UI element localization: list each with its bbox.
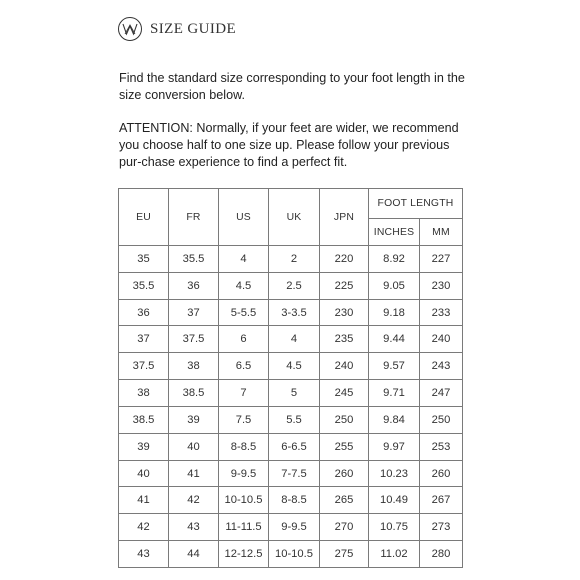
page-title: SIZE GUIDE (150, 20, 237, 37)
table-cell: 40 (169, 433, 219, 460)
table-cell: 8-8.5 (219, 433, 269, 460)
table-cell: 3-3.5 (269, 299, 320, 326)
table-cell: 42 (169, 487, 219, 514)
table-cell: 10-10.5 (269, 541, 320, 568)
table-cell: 5 (269, 380, 320, 407)
table-cell: 6.5 (219, 353, 269, 380)
table-cell: 42 (119, 514, 169, 541)
table-cell: 38 (119, 380, 169, 407)
size-conversion-table (118, 188, 463, 568)
table-cell: 8.92 (369, 246, 420, 273)
table-row (119, 541, 463, 568)
table-cell: 250 (420, 406, 463, 433)
table-cell: 270 (320, 514, 369, 541)
table-cell: 240 (420, 326, 463, 353)
table-row (119, 514, 463, 541)
table-cell: 36 (169, 272, 219, 299)
table-cell: 9.18 (369, 299, 420, 326)
table-cell: 243 (420, 353, 463, 380)
table-cell: 43 (169, 514, 219, 541)
table-row (119, 246, 463, 273)
table-cell: 7.5 (219, 406, 269, 433)
table-row (119, 326, 463, 353)
column-header-us: US (219, 189, 269, 246)
table-cell: 40 (119, 460, 169, 487)
table-cell: 39 (119, 433, 169, 460)
intro-paragraph: Find the standard size corresponding to your foot length in the size conversion below. (119, 71, 465, 102)
table-cell: 10.23 (369, 460, 420, 487)
table-row (119, 487, 463, 514)
table-cell: 35.5 (169, 246, 219, 273)
table-cell: 38.5 (119, 406, 169, 433)
header (118, 14, 236, 44)
table-cell: 37 (169, 299, 219, 326)
column-header-foot-length: FOOT LENGTH (369, 189, 463, 219)
table-cell: 5-5.5 (219, 299, 269, 326)
table-cell: 6-6.5 (269, 433, 320, 460)
table-cell: 260 (420, 460, 463, 487)
table-cell: 7 (219, 380, 269, 407)
table-cell: 4.5 (219, 272, 269, 299)
table-cell: 2 (269, 246, 320, 273)
table-cell: 4 (269, 326, 320, 353)
table-cell: 9-9.5 (219, 460, 269, 487)
column-header-inches: INCHES (369, 219, 420, 246)
attention-paragraph: ATTENTION: Normally, if your feet are wider, we recommend you choose half to one size up. Please follow your previous pur-chase experience to find a perfect fit. (119, 121, 459, 169)
table-cell: 37.5 (119, 353, 169, 380)
table-cell: 273 (420, 514, 463, 541)
table-cell: 38 (169, 353, 219, 380)
table-row (119, 380, 463, 407)
table-cell: 11.02 (369, 541, 420, 568)
wm-monogram-icon (118, 17, 142, 41)
table-cell: 245 (320, 380, 369, 407)
table-cell: 10-10.5 (219, 487, 269, 514)
column-header-mm: MM (420, 219, 463, 246)
column-header-fr: FR (169, 189, 219, 246)
table-cell: 4 (219, 246, 269, 273)
table-cell: 230 (320, 299, 369, 326)
table-cell: 265 (320, 487, 369, 514)
table-cell: 280 (420, 541, 463, 568)
table-cell: 9.97 (369, 433, 420, 460)
table-cell: 250 (320, 406, 369, 433)
table-cell: 44 (169, 541, 219, 568)
table-cell: 9.84 (369, 406, 420, 433)
table-cell: 2.5 (269, 272, 320, 299)
table-row (119, 353, 463, 380)
table-cell: 227 (420, 246, 463, 273)
column-header-jpn: JPN (320, 189, 369, 246)
table-cell: 220 (320, 246, 369, 273)
table-cell: 233 (420, 299, 463, 326)
table-cell: 9.71 (369, 380, 420, 407)
table-cell: 38.5 (169, 380, 219, 407)
table-cell: 253 (420, 433, 463, 460)
table-cell: 35 (119, 246, 169, 273)
table-cell: 9-9.5 (269, 514, 320, 541)
table-body (119, 246, 463, 568)
table-cell: 230 (420, 272, 463, 299)
table-cell: 9.05 (369, 272, 420, 299)
table-row (119, 299, 463, 326)
table-cell: 240 (320, 353, 369, 380)
table-row (119, 406, 463, 433)
table-cell: 4.5 (269, 353, 320, 380)
table-cell: 5.5 (269, 406, 320, 433)
table-cell: 275 (320, 541, 369, 568)
table-row (119, 460, 463, 487)
table-cell: 43 (119, 541, 169, 568)
table-cell: 7-7.5 (269, 460, 320, 487)
table-cell: 267 (420, 487, 463, 514)
table-cell: 35.5 (119, 272, 169, 299)
table-cell: 36 (119, 299, 169, 326)
table-cell: 225 (320, 272, 369, 299)
table-cell: 235 (320, 326, 369, 353)
table-cell: 41 (119, 487, 169, 514)
table-cell: 41 (169, 460, 219, 487)
table-cell: 39 (169, 406, 219, 433)
table-row (119, 433, 463, 460)
table-cell: 37 (119, 326, 169, 353)
table-row (119, 272, 463, 299)
table-cell: 10.75 (369, 514, 420, 541)
table-cell: 9.44 (369, 326, 420, 353)
table-cell: 11-11.5 (219, 514, 269, 541)
table-cell: 255 (320, 433, 369, 460)
table-cell: 12-12.5 (219, 541, 269, 568)
intro-text (119, 70, 469, 171)
table-cell: 6 (219, 326, 269, 353)
column-header-uk: UK (269, 189, 320, 246)
table-cell: 260 (320, 460, 369, 487)
table-cell: 247 (420, 380, 463, 407)
column-header-eu: EU (119, 189, 169, 246)
table-cell: 8-8.5 (269, 487, 320, 514)
table-cell: 9.57 (369, 353, 420, 380)
table-cell: 37.5 (169, 326, 219, 353)
table-cell: 10.49 (369, 487, 420, 514)
